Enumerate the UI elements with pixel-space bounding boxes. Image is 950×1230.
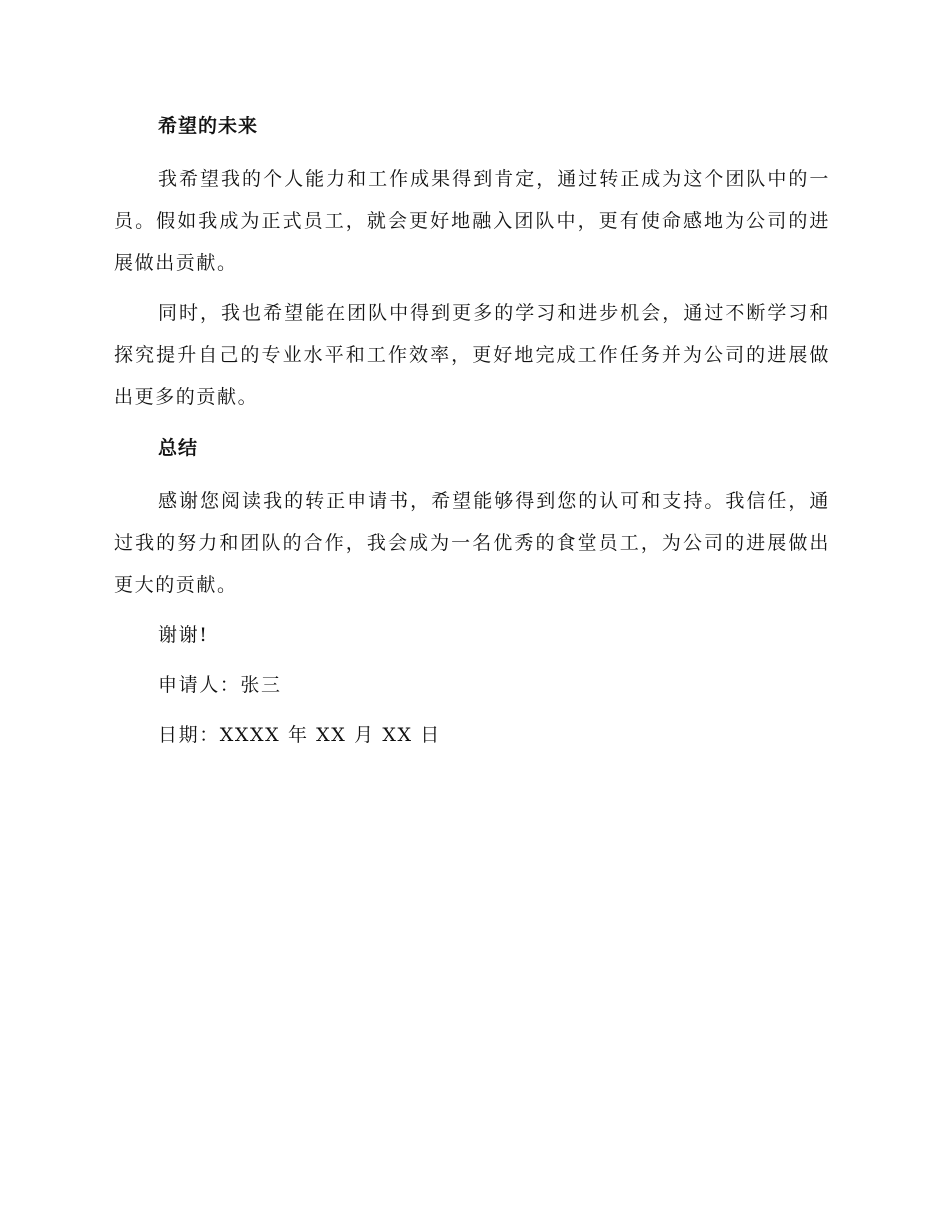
applicant-line: 申请人：张三 (158, 674, 282, 696)
paragraph-summary: 感谢您阅读我的转正申请书，希望能够得到您的认可和支持。我信任，通过我的努力和团队的合作，我会成为一名优秀的食堂员工，为公司的进展做出更大的贡献。 (114, 490, 830, 596)
section-heading-hopeful-future: 希望的未来 (158, 115, 259, 137)
closing-thanks: 谢谢! (158, 624, 209, 646)
document-content (114, 104, 830, 764)
paragraph-hope-2: 同时，我也希望能在团队中得到更多的学习和进步机会，通过不断学习和探究提升自己的专业水平和工作效率，更好地完成工作任务并为公司的进展做出更多的贡献。 (114, 302, 830, 408)
section-heading-summary: 总结 (158, 437, 199, 459)
date-line: 日期：XXXX 年 XX 月 XX 日 (158, 724, 441, 746)
paragraph-hope-1: 我希望我的个人能力和工作成果得到肯定，通过转正成为这个团队中的一员。假如我成为正式员工，就会更好地融入团队中，更有使命感地为公司的进展做出贡献。 (114, 168, 830, 274)
